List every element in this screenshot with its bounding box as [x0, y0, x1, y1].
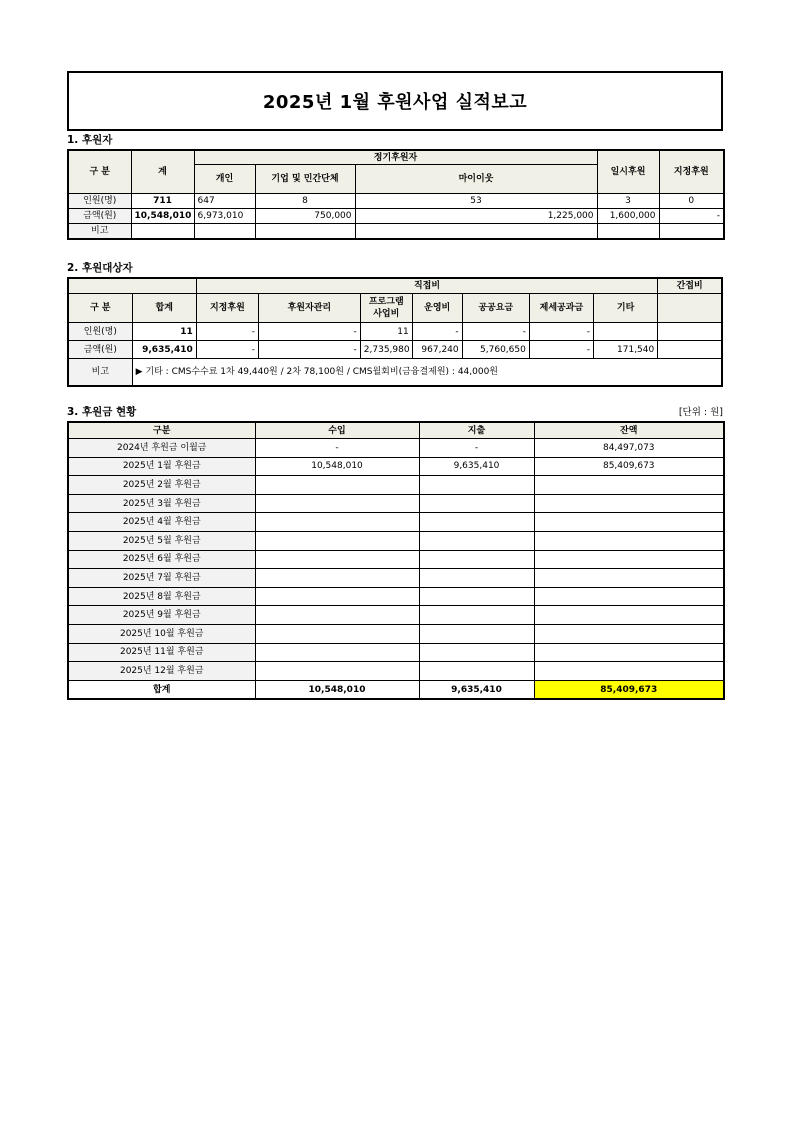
header-other: 기타 — [594, 294, 658, 323]
table-row: 2025년 2월 후원금 — [68, 476, 724, 495]
header-regular: 정기후원자 — [194, 150, 597, 165]
header-income: 수입 — [255, 422, 419, 439]
header-donor-mgmt: 후원자관리 — [258, 294, 360, 323]
header-temporary: 일시후원 — [597, 150, 659, 194]
header-category: 구 분 — [68, 294, 132, 323]
table-row: 2025년 10월 후원금 — [68, 624, 724, 643]
table-row: 인원(명) 11 - - 11 - - - — [68, 323, 722, 341]
table-row: 2025년 4월 후원금 — [68, 513, 724, 532]
header-tax: 제세공과금 — [529, 294, 593, 323]
section2-heading: 2. 후원대상자 — [67, 262, 133, 274]
table-row: 비고 — [68, 224, 724, 240]
table-row: 2024년 후원금 이월금 - - 84,497,073 — [68, 439, 724, 458]
header-program: 프로그램 사업비 — [360, 294, 412, 323]
table-row: 2025년 12월 후원금 — [68, 662, 724, 681]
header-myiut: 마이이웃 — [355, 165, 597, 194]
header-operation: 운영비 — [412, 294, 462, 323]
table-row: 2025년 1월 후원금 10,548,010 9,635,410 85,409,673 — [68, 457, 724, 476]
report-page — [67, 71, 723, 700]
table-row: 2025년 6월 후원금 — [68, 550, 724, 569]
header-utility: 공공요금 — [462, 294, 529, 323]
report-title: 2025년 1월 후원사업 실적보고 — [262, 92, 528, 113]
table-row: 2025년 11월 후원금 — [68, 643, 724, 662]
table-row: 2025년 7월 후원금 — [68, 569, 724, 588]
unit-label: [단위 : 원] — [678, 407, 723, 418]
fund-rows — [68, 439, 724, 681]
header-designated: 지정후원 — [659, 150, 724, 194]
donor-table — [67, 149, 725, 240]
total-balance-highlight: 85,409,673 — [534, 680, 724, 699]
table-row: 2025년 8월 후원금 — [68, 587, 724, 606]
note-row: 비고 ▶ 기타 : CMS수수료 1차 49,440원 / 2차 78,100원 / CMS월회비(금융결제원) : 44,000원 — [68, 359, 722, 387]
header-individual: 개인 — [194, 165, 255, 194]
section1-heading: 1. 후원자 — [67, 134, 113, 146]
table-row: 금액(원) 10,548,010 6,973,010 750,000 1,225,000 1,600,000 - — [68, 209, 724, 224]
table-row: 금액(원) 9,635,410 - - 2,735,980 967,240 5,760,650 - 171,540 — [68, 341, 722, 359]
table-row: 2025년 5월 후원금 — [68, 531, 724, 550]
note-text: ▶ 기타 : CMS수수료 1차 49,440원 / 2차 78,100원 / CMS월회비(금융결제원) : 44,000원 — [132, 359, 722, 387]
header-indirect: 간접비 — [658, 278, 722, 294]
header-corporate: 기업 및 민간단체 — [255, 165, 355, 194]
recipient-table — [67, 277, 723, 387]
header-direct: 직접비 — [196, 278, 657, 294]
header-expense: 지출 — [419, 422, 534, 439]
fund-status-table — [67, 421, 725, 700]
table-row: 인원(명) 711 647 8 53 3 0 — [68, 194, 724, 209]
header-designated: 지정후원 — [196, 294, 258, 323]
header-balance: 잔액 — [534, 422, 724, 439]
section3-heading: 3. 후원금 현황 [단위 : 원] — [67, 406, 723, 418]
header-total: 계 — [131, 150, 194, 194]
table-row: 2025년 9월 후원금 — [68, 606, 724, 625]
title-box — [67, 71, 723, 131]
header-category: 구분 — [68, 422, 255, 439]
table-row: 2025년 3월 후원금 — [68, 494, 724, 513]
total-row: 합계 10,548,010 9,635,410 85,409,673 — [68, 680, 724, 699]
header-category: 구 분 — [68, 150, 131, 194]
header-total: 합계 — [132, 294, 196, 323]
